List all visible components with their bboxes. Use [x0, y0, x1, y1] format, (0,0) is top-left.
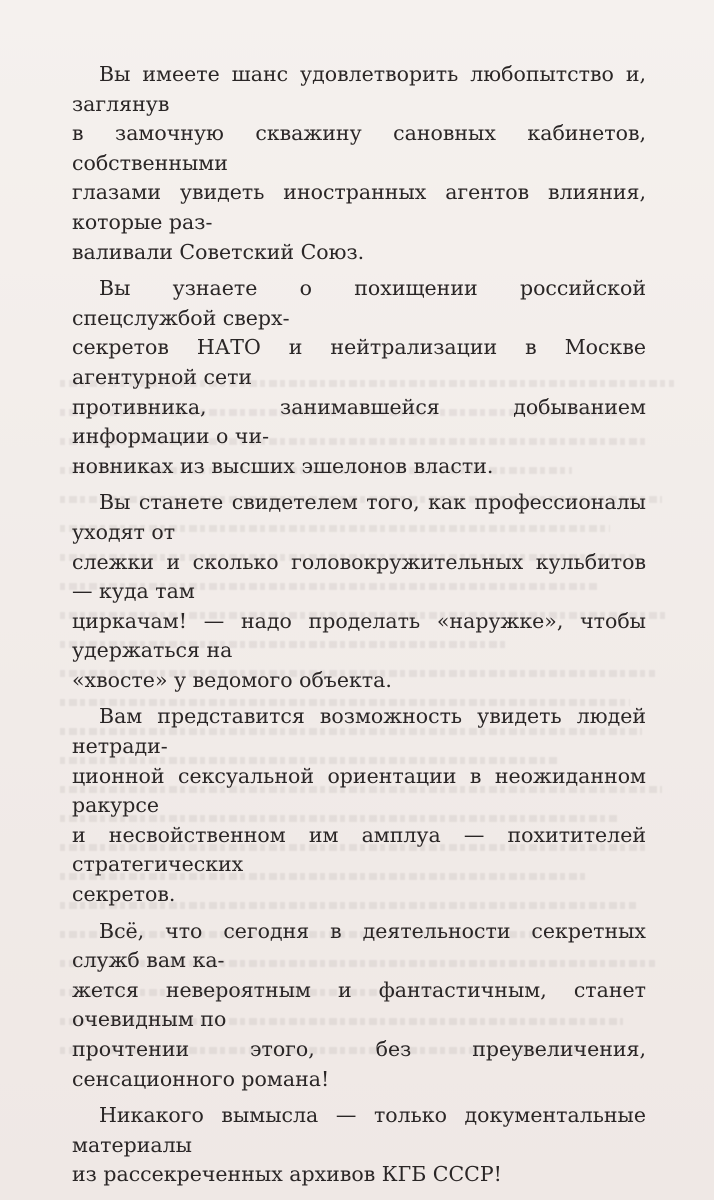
paragraph-sensational-novel: Всё, что сегодня в деятельности секретных служб вам ка- жется невероятным и фантастичным, станет очевидным по прочтении этого, без преувеличения, сенсационного романа! — [72, 918, 646, 1091]
paragraph-agents-of-influence: Вы имеете шанс удовлетворить любопытство и, заглянув в замочную скважину сановных кабинетов, собственными глазами увидеть иностранных агентов влияния, которые раз- валивали Советский Союз. — [72, 62, 646, 264]
blurb-text — [72, 60, 646, 1197]
paragraph-surveillance: Вы станете свидетелем того, как профессионалы уходят от слежки и сколько головокружительных кульбитов — куда там циркачам! — надо проделать «наружке», чтобы удержаться на «хвосте» у ведомого объекта. — [72, 490, 646, 692]
paragraph-declassified-archives: Никакого вымысла — только документальные материалы из рассекреченных архивов КГБ СССР! — [72, 1103, 646, 1187]
paragraph-nato-secrets: Вы узнаете о похищении российской спецслужбой сверх- секретов НАТО и нейтрализации в Москве агентурной сети противника, занимавшейся добыванием информации о чи- новниках из высших эшелонов власти. — [72, 276, 646, 478]
paragraph-unexpected-angle: Вам представится возможность увидеть людей нетради- ционной сексуальной ориентации в неожиданном ракурсе и несвойственном им амплуа — похитителей стратегических секретов. — [72, 704, 646, 907]
